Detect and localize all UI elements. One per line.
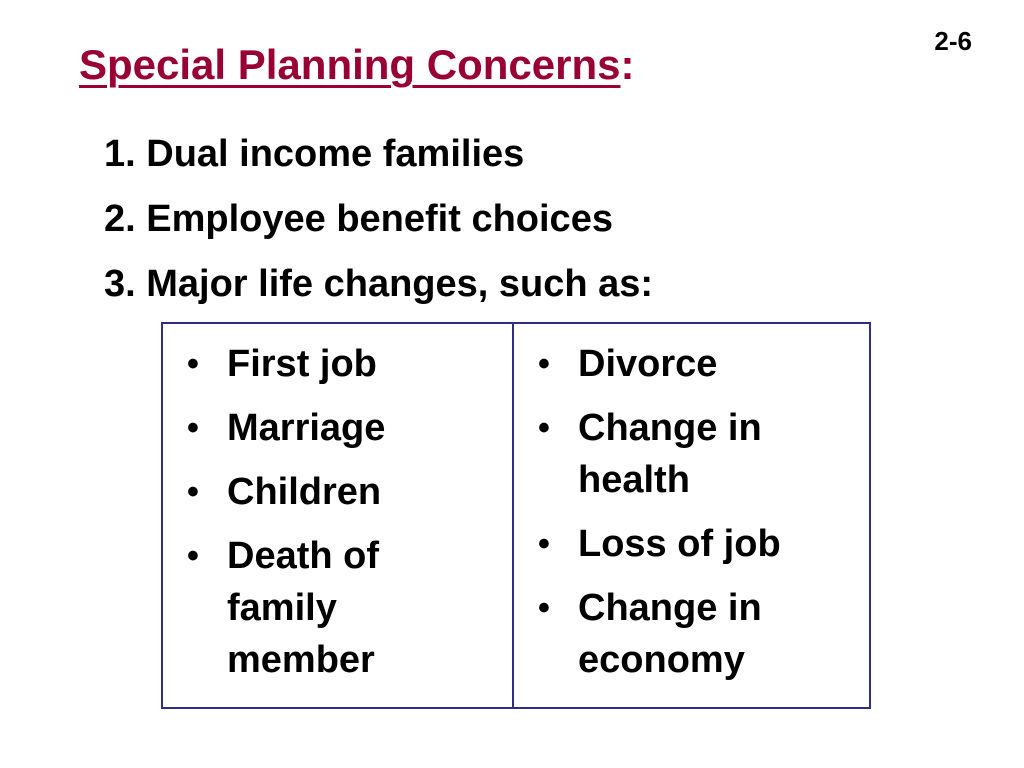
page-title xyxy=(79,40,634,90)
bullet-change-in-health: Change in health xyxy=(578,407,762,501)
bullet-divorce: Divorce xyxy=(578,343,718,385)
bullet-item xyxy=(187,466,512,518)
bullet-change-in-economy: Change in economy xyxy=(578,587,762,681)
bullet-item xyxy=(538,582,869,686)
bullet-icon: • xyxy=(538,525,550,563)
life-changes-left-column xyxy=(163,324,514,707)
bullet-loss-of-job: Loss of job xyxy=(578,523,781,565)
bullet-children: Children xyxy=(227,471,382,513)
life-changes-box xyxy=(161,322,871,709)
bullet-marriage: Marriage xyxy=(227,407,386,449)
title-text: Special Planning Concerns xyxy=(79,41,621,88)
bullet-icon: • xyxy=(538,345,550,383)
planning-concerns-list xyxy=(104,122,653,317)
bullet-item xyxy=(187,338,512,390)
bullet-icon: • xyxy=(187,473,199,511)
bullet-icon: • xyxy=(187,537,199,575)
bullet-item xyxy=(538,518,869,570)
bullet-death-of-family-member: Death of family member xyxy=(227,535,379,681)
bullet-item xyxy=(187,402,512,454)
bullet-icon: • xyxy=(538,589,550,627)
bullet-first-job: First job xyxy=(227,343,377,385)
life-changes-right-list xyxy=(538,338,869,686)
bullet-icon: • xyxy=(538,409,550,447)
bullet-item xyxy=(187,530,512,686)
list-item-dual-income: 1. Dual income families xyxy=(104,133,525,175)
life-changes-right-column xyxy=(514,324,869,707)
bullet-icon: • xyxy=(187,409,199,447)
title-colon: : xyxy=(620,41,635,88)
page-number: 2-6 xyxy=(934,26,972,56)
list-item-employee-benefits: 2. Employee benefit choices xyxy=(104,198,613,240)
bullet-item xyxy=(538,402,869,506)
bullet-icon: • xyxy=(187,345,199,383)
life-changes-left-list xyxy=(187,338,512,686)
bullet-item xyxy=(538,338,869,390)
list-item-major-life-changes: 3. Major life changes, such as: xyxy=(104,263,654,305)
